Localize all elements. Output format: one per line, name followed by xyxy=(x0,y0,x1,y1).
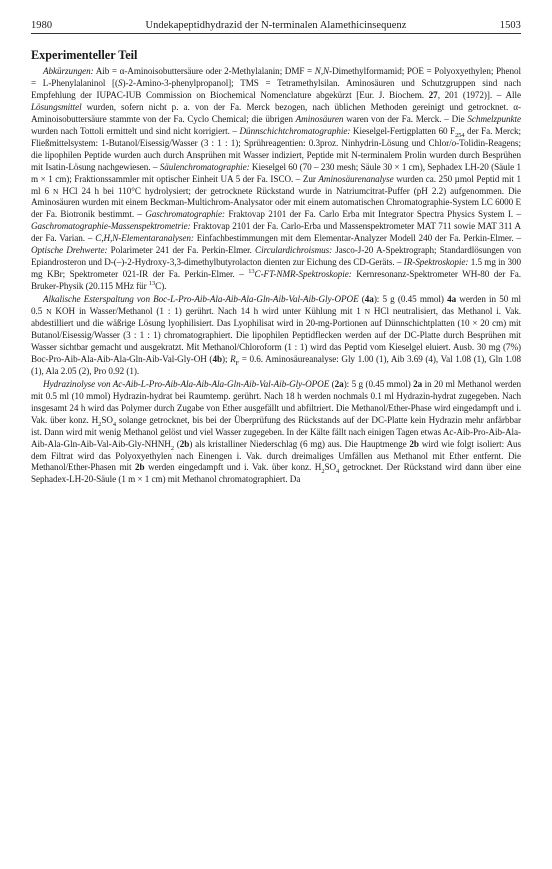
text-segment: 4 xyxy=(336,468,340,476)
text-segment: -Dimethylformamid; POE = Polyoxyethylen; Phenol = L-Phenylalaninol [( xyxy=(31,66,522,88)
text-segment: 2b xyxy=(135,462,145,473)
text-segment: IR-Spektroskopie: xyxy=(403,257,469,268)
text-segment: Schmelzpunkte xyxy=(467,113,521,124)
text-segment: Jasco-J-20 A-Spektrograph; Standardlösungen von Epiandrosteron und D-(–)-2-Hydroxy-3,3-dimethylbutyrolacton dienten zur Eichung des CD-Geräts. – xyxy=(31,245,522,268)
text-segment: ): 5 g (0.45 mmol) xyxy=(373,294,448,305)
text-segment: 2b xyxy=(179,438,190,449)
text-segment: HCl neutralisiert, das Methanol i. Vak. abdestilliert und die wäßrige Lösung lyophilisiert. Das Lyophilisat wird in 20-mg-Portionen auf Dünnschichtplatten (10 × 20 cm) mit Butanol/Eisessig/Wasser (3 : 1 : 1) chromatographiert. Die lipophilen Peptidflecken werden auf der DC-Platte durch Besprühen mit Wasser sichtbar gemacht und ausgekratzt. Mit Methanol/Chloroform (1 : 1) wird das Peptid vom Kieselgel eluiert. Ausb. 30 mg (7%) Boc-Pro-Aib-Ala-Aib-Ala-Gln-Aib-Val-Gly-OH ( xyxy=(31,306,521,364)
text-segment: Fraktovap 2101 der Fa. Carlo Erba mit Integrator Spectra Physics System I. – xyxy=(225,209,521,220)
text-segment: in 20 ml Methanol werden mit 0.5 ml (10 mmol) Hydrazin-hydrat bei Raumtemp. gerührt. Nach 18 h werden nochmals 0.1 ml Hydrazin-hydrat zugegeben. Nach insgesamt 24 h wird das Polymer durch Zugabe von Ether ausgefällt und abfiltriert. Die Methanol/Ether-Phase wird eingedampft und i. Vak. über konz. H xyxy=(31,378,521,425)
body-paragraph xyxy=(31,294,521,378)
text-segment: wurden nach Tottoli ermittelt und sind nicht korrigiert. – xyxy=(31,125,240,136)
text-segment: Polarimeter 241 der Fa. Perkin-Elmer. xyxy=(107,245,256,256)
text-segment: ): 5 g (0.45 mmol) xyxy=(343,378,414,389)
text-segment: 2a xyxy=(334,378,344,389)
text-segment: Aminosäurenanalyse xyxy=(318,173,394,184)
text-segment: Abkürzungen: xyxy=(43,66,94,76)
section-title: Experimenteller Teil xyxy=(31,48,138,62)
text-segment: N,N xyxy=(314,66,330,76)
text-segment: Dünnschichtchromatographie: xyxy=(239,125,351,136)
header-year: 1980 xyxy=(31,20,53,31)
text-segment: 13 xyxy=(148,280,156,288)
text-segment: Einfachbestimmungen mit dem Elementar-Analyzer Modell 240 der Fa. Perkin-Elmer. – xyxy=(193,233,521,244)
text-segment: Lösungsmittel xyxy=(31,101,82,112)
running-header xyxy=(31,20,521,34)
text-segment: 254 xyxy=(455,131,465,139)
text-segment: = 0.6. Aminosäureanalyse: Gly 1.00 (1), Aib 3.69 (4), Val 1.08 (1), Gln 1.08 (1), Ala 2.05 (2), Pro 0.92 (1). xyxy=(31,353,522,376)
text-segment: werden in 50 ml 0.5 xyxy=(31,294,521,317)
text-segment: solange getrocknet, bis bei der Überprüfung des Rückstands auf der DC-Platte kein Hydrazin mehr anfärbbar ist. Dann wird mit wenig Methanol gelöst und viel Wasser zugegeben. In der Kälte fällt nach einigen Tagen etwas Ac-Aib-Pro-Aib-Ala-Aib-Ala-Gln-Aib-Val-Aib-Gly-NHNH xyxy=(31,414,521,449)
text-segment: getrocknet. Der Rückstand wird dann über eine Sephadex-LH-20-Säule (1 m × 1 cm) mit Methanol chromatographiert. Da xyxy=(31,462,521,485)
text-segment: N xyxy=(364,307,370,317)
text-segment: 4a xyxy=(364,294,374,305)
text-segment: HCl 24 h bei 110°C hydrolysiert; der getrocknete Rückstand wurde in Natriumcitrat-Puffer (pH 2.2) aufgenommen. Die Aminosäuren wurden mit einem Beckman-Multichrom-Analysator oder mit einem automatischen Chromatographie-System LC 6000 E der Fa. Biotronik bestimmt. – xyxy=(31,185,521,220)
text-segment: Gaschromatographie: xyxy=(145,209,226,220)
text-segment: o xyxy=(451,137,457,148)
text-segment: 2a xyxy=(413,378,423,389)
text-segment: der Fa. Merck; Fließmittelsystem: 1-Butanol/Eisessig/Wasser (3 : 1 : 1); Sprühreagentien: 0.3proz. Ninhydrin-Lösung und Chlor/ xyxy=(31,125,521,148)
text-segment: 2b xyxy=(409,438,419,449)
text-segment: Aib = α-Aminoisobuttersäure oder 2-Methylalanin; DMF = xyxy=(93,66,315,76)
text-segment: )-2-Amino-3-phenylpropanol]; TMS = Tetramethylsilan. Aminosäuren und Schutzgruppen sind nach Empfehlung der IUPAC-IUB Commission on Biochemical Nomenclature abgekürzt [Eur. J. Biochem. xyxy=(31,77,522,100)
text-segment: 13 xyxy=(248,268,255,276)
text-segment: F xyxy=(235,359,240,367)
text-segment: waren von der Fa. Merck. – Die xyxy=(343,113,468,124)
text-segment: SO xyxy=(101,414,113,425)
text-segment: 2 xyxy=(321,468,325,476)
text-segment: 2 xyxy=(98,420,102,428)
header-title: Undekapeptidhydrazid der N-terminalen Alamethicinsequenz xyxy=(145,20,407,31)
text-segment: ); xyxy=(221,353,231,364)
text-segment: R xyxy=(230,353,236,364)
text-segment: wird wie folgt isoliert: Aus dem Filtrat wird das Polyoxyethylen nach Einengen i. Vak. durch dreimaliges Umfällen aus Methanol mit Ether entfernt. Die Methanol/Ether-Phasen mit xyxy=(31,438,521,473)
journal-page xyxy=(31,20,521,860)
text-segment: 4a xyxy=(447,294,457,305)
text-segment: Kieselgel-Fertigplatten 60 F xyxy=(350,125,456,136)
text-segment: N xyxy=(53,186,59,196)
text-segment: Kieselgel 60 (70 – 230 mesh; Säule 30 × 1 cm), Sephadex LH-20 (Säule 1 m × 1 cm); Fraktionssammler mit optischer Einheit UA 5 der Fa. ISCO. – Zur xyxy=(31,161,521,184)
text-segment: ( xyxy=(329,378,335,389)
text-segment: ( xyxy=(358,294,365,305)
text-segment: Alkalische Esterspaltung von Boc-L-Pro-Aib-Ala-Aib-Ala-Gln-Aib-Val-Aib-Gly-OPOE xyxy=(43,294,359,305)
text-segment: Aminosäuren xyxy=(295,113,344,124)
text-segment: wurden ca. 250 µmol Peptid mit 1 ml 6 xyxy=(31,173,521,196)
article-body xyxy=(31,66,521,486)
text-segment: Optische Drehwerte: xyxy=(31,245,108,256)
text-segment: 2 xyxy=(170,444,174,452)
text-segment: 4b xyxy=(212,353,222,364)
body-paragraph xyxy=(31,379,521,487)
text-segment: Kernresonanz-Spektrometer WH-80 der Fa. Bruker-Physik (20.115 MHz für xyxy=(31,269,521,292)
text-segment: C-FT-NMR-Spektroskopie: xyxy=(254,269,352,280)
text-segment: wurden, sofern nicht p. a. von der Fa. Merck bezogen, nach üblichen Methoden gereinigt und getrocknet. α-Aminoisobuttersäure stammte von der Fa. Cyclo Chemical; die übrigen xyxy=(31,101,521,124)
text-segment: werden eingedampft und i. Vak. über konz. H xyxy=(144,462,322,473)
text-segment: 1.5 mg in 300 mg KBr; Spektrometer 021-IR der Fa. Perkin-Elmer. – xyxy=(31,257,521,280)
text-segment: Gaschromatographie-Massenspektrometrie: xyxy=(31,221,191,232)
text-segment: N xyxy=(46,307,52,317)
page-number: 1503 xyxy=(499,20,521,31)
text-segment: C,H,N-Elementaranalysen: xyxy=(95,233,194,244)
text-segment: SO xyxy=(324,462,337,473)
body-paragraph xyxy=(31,66,521,293)
text-segment: S xyxy=(118,77,123,88)
text-segment: , 201 (1972)]. – Alle xyxy=(437,89,521,100)
text-segment: 4 xyxy=(112,420,117,428)
text-segment: Fraktovap 2101 der Fa. Carlo-Erba und Massenspektrometer MAT 711 sowie MAT 311 A der Fa. Varian. – xyxy=(31,221,521,244)
text-segment: ) als kristalliner Niederschlag (6 mg) aus. Die Hauptmenge xyxy=(189,438,410,449)
text-segment: Circulardichroismus: xyxy=(255,245,333,256)
text-segment: C). xyxy=(155,281,167,292)
text-segment: Hydrazinolyse von Ac-Aib-L-Pro-Aib-Ala-Aib-Ala-Gln-Aib-Val-Aib-Gly-OPOE xyxy=(43,378,330,389)
text-segment: -Tolidin-Reagens; die lipophilen Peptide wurden auch durch Ansprühen mit Wasser indiziert, Peptide mit N-terminalem Prolin wurden durch Besprühen mit Isatin-Lösung nachgewiesen. – xyxy=(31,137,521,172)
text-segment: ( xyxy=(173,438,180,449)
text-segment: KOH in Wasser/Methanol (1 : 1) gerührt. Nach 14 h wird unter Kühlung mit 1 xyxy=(51,306,365,317)
text-segment: 27 xyxy=(428,89,438,100)
text-segment: Säulenchromatographie: xyxy=(159,161,250,172)
